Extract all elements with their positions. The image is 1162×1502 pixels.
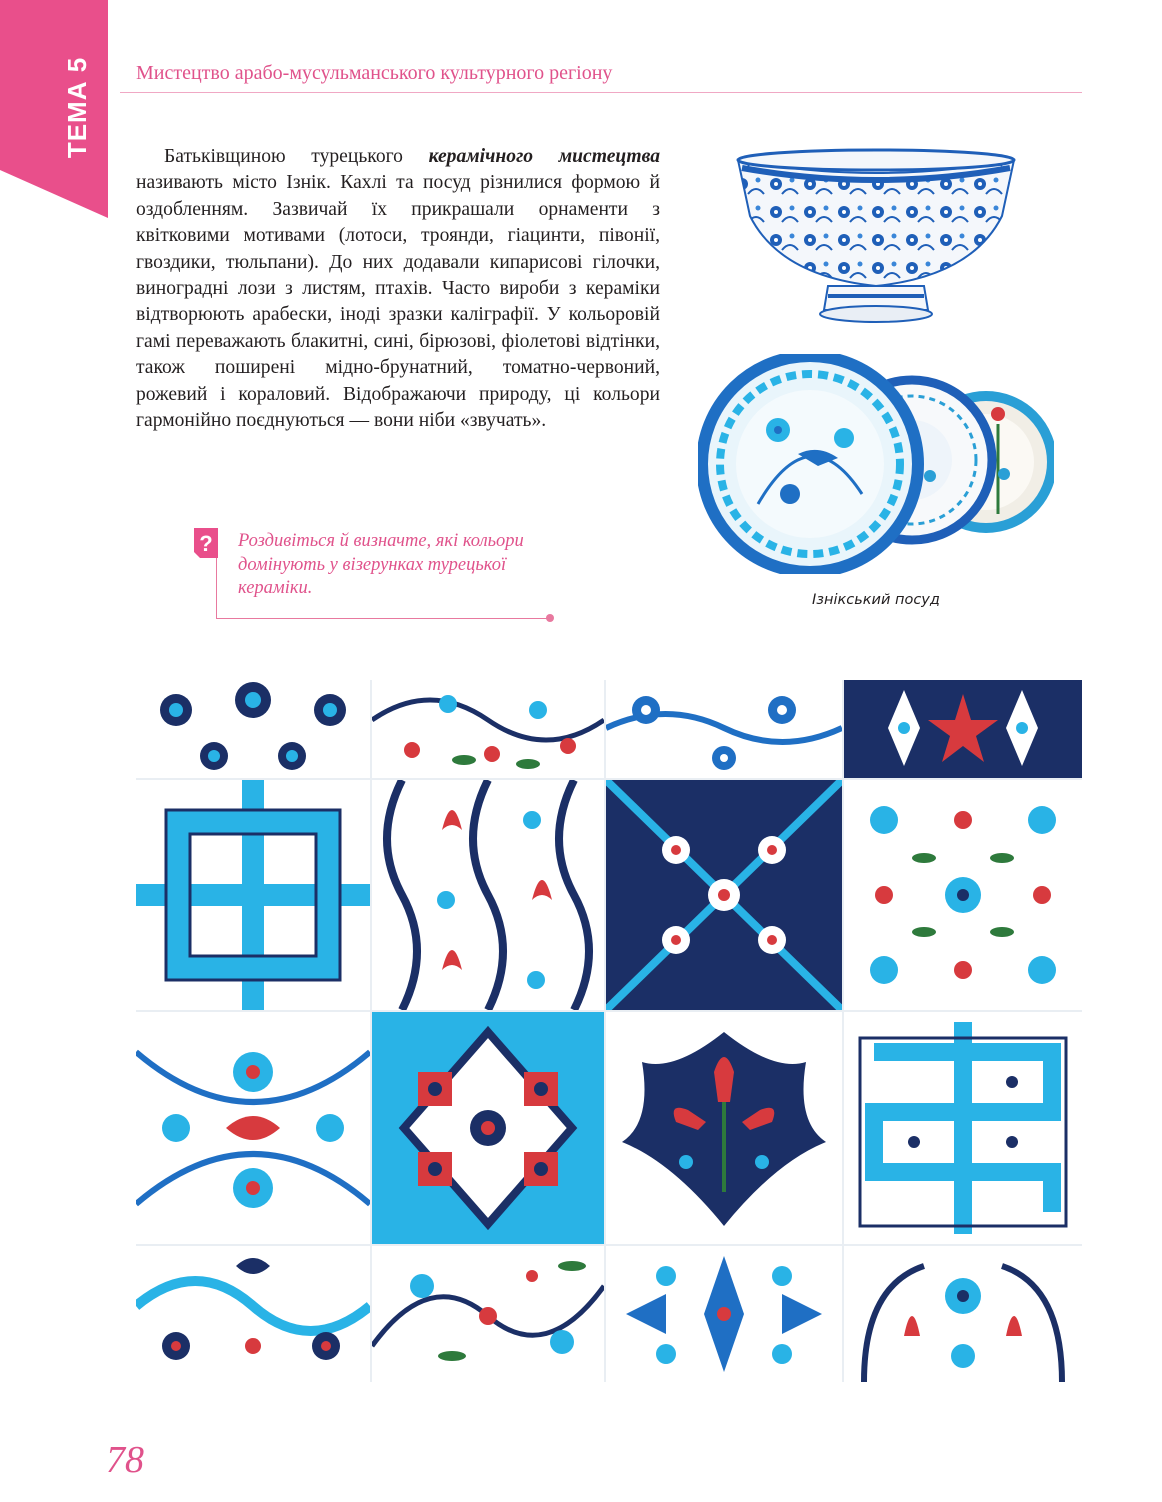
paragraph-start: Батьківщиною турецького [164,146,429,167]
theme-tab [0,0,108,218]
iznik-bowl-image [732,146,1020,332]
tile-r1-c2 [372,680,604,778]
tile-r1-c3 [606,680,842,778]
tile-r2-c2 [372,780,604,1010]
tile-r3-c1 [136,1012,370,1244]
plate-left [702,356,918,572]
question-line-dot [546,614,554,622]
tile-r3-c4 [844,1012,1082,1244]
tile-r2-c1 [136,780,370,1010]
tile-r2-c3 [606,780,842,1010]
question-mark: ? [199,531,213,556]
tile-r4-c1 [136,1246,370,1382]
tile-r4-c3 [606,1246,842,1382]
theme-label: ТЕМА 5 [62,56,93,158]
tile-r4-c4 [844,1246,1082,1382]
question-bracket-line [216,558,217,618]
tile-r2-c4 [844,780,1082,1010]
iznik-plates-image [698,354,1054,574]
paragraph-rest: називають місто Ізнік. Кахлі та посуд різнилися формою й оздобленням. Зазвичай їх прикрашали орнаменти з квітковими мотивами (лотоси, троянди, гіацинти, півонії, гвоздики, тюльпани). До них додавали кипарисові гілочки, виноградні лози з листям, птахів. Часто вироби з кераміки відтворюють арабески, іноді зразки каліграфії. У кольоровій гамі переважають блакитні, сині, бірюзові, фіолетові відтінки, також поширені мідно-брунатний, томатно-червоний, рожевий і кораловий. Відображаючи природу, ці кольори гармонійно поєднуються — вони ніби «звучать». [136,172,660,432]
page-number: 78 [106,1439,144,1481]
figure-caption: Ізнікський посуд [812,592,940,608]
tile-collage [136,680,1082,1382]
tile-r3-c3 [606,1012,842,1244]
tile-r1-c4 [844,680,1082,778]
tile-r4-c2 [372,1246,604,1382]
paragraph-emphasis: керамічного мистецтва [428,146,660,167]
running-head: Мистецтво арабо-мусульманського культурного регіону [136,62,613,84]
question-icon [194,528,218,558]
question-box [194,528,554,624]
question-underline [216,618,550,619]
tile-r1-c1 [136,680,370,778]
main-paragraph [136,144,660,434]
question-text: Роздивіться й визначте, які кольори домінують у візерунках турецької кераміки. [238,531,524,598]
header-divider [120,92,1082,93]
tile-r3-c2 [372,1012,604,1244]
